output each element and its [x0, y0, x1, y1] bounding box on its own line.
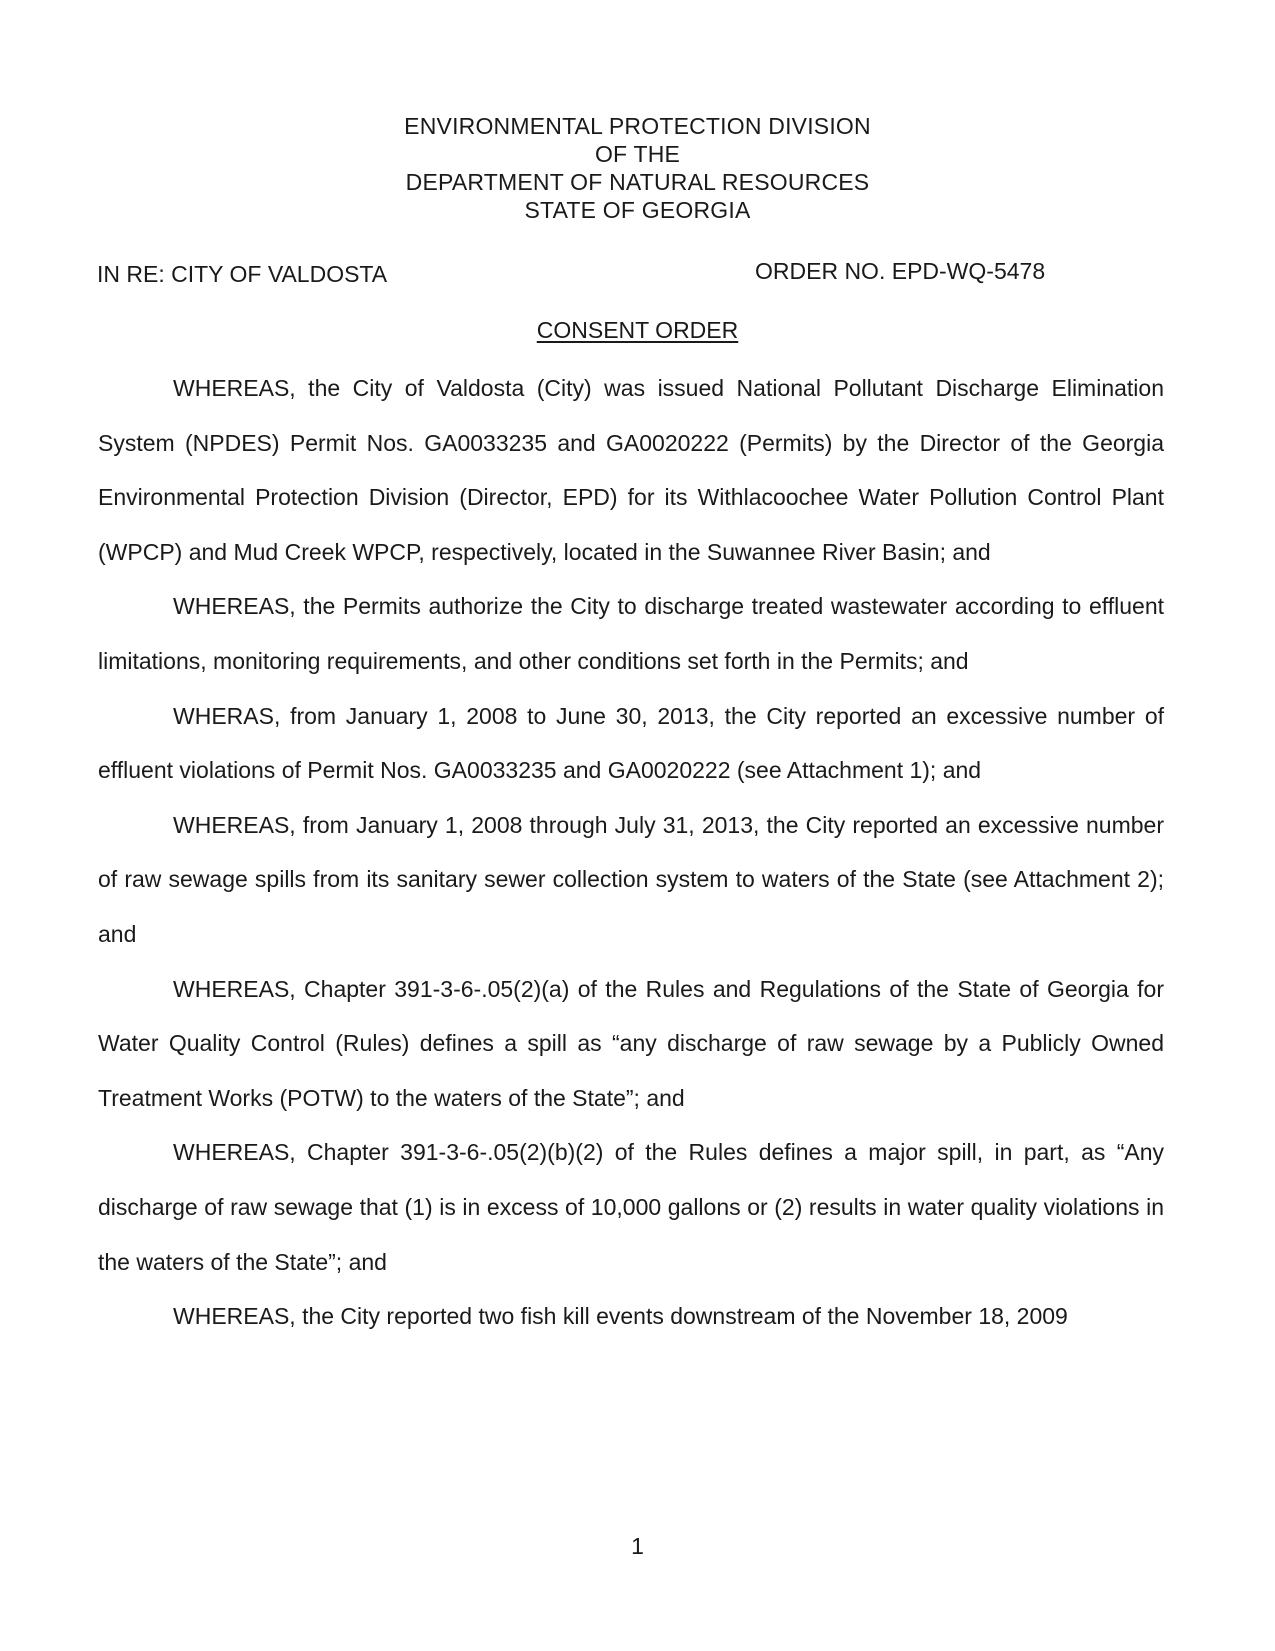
paragraph-fish-kill: WHEREAS, the City reported two fish kill events downstream of the November 18, 2009: [173, 1303, 1068, 1330]
paragraph-spill-definition: WHEREAS, Chapter 391-3-6-.05(2)(a) of the Rules and Regulations of the State of Georgia for Water Quality Control (Rules) defines a spill as “any discharge of raw sewage by a Publicly Owned Treatment Works (POTW) to the waters of the State”; and: [98, 975, 1164, 1111]
paragraph-sewage-spills: WHEREAS, from January 1, 2008 through July 31, 2013, the City reported an excessive number of raw sewage spills from its sanitary sewer collection system to waters of the State (see Attachment 2); and: [98, 811, 1164, 947]
document-body: [98, 361, 1164, 1344]
case-caption-in-re: IN RE: CITY OF VALDOSTA: [97, 261, 388, 287]
document-title-text: CONSENT ORDER: [536, 317, 739, 343]
header-line-state: STATE OF GEORGIA: [524, 197, 751, 223]
order-number: ORDER NO. EPD-WQ-5478: [755, 258, 1046, 284]
agency-header: [0, 112, 1275, 224]
page-number: 1: [631, 1533, 644, 1559]
header-line-agency: ENVIRONMENTAL PROTECTION DIVISION: [404, 113, 871, 139]
paragraph-effluent-violations: WHERAS, from January 1, 2008 to June 30, 2013, the City reported an excessive number of effluent violations of Permit Nos. GA0033235 and GA0020222 (see Attachment 1); and: [98, 702, 1164, 784]
document-title: [0, 316, 1275, 344]
paragraph-major-spill-definition: WHEREAS, Chapter 391-3-6-.05(2)(b)(2) of the Rules defines a major spill, in part, as “Any discharge of raw sewage that (1) is in excess of 10,000 gallons or (2) results in water quality violations in the waters of the State”; and: [98, 1139, 1164, 1275]
header-line-department: DEPARTMENT OF NATURAL RESOURCES: [405, 169, 870, 195]
header-line-of-the: OF THE: [594, 141, 681, 167]
paragraph-permits-issued: WHEREAS, the City of Valdosta (City) was issued National Pollutant Discharge Elimination System (NPDES) Permit Nos. GA0033235 and GA0020222 (Permits) by the Director of the Georgia Environmental Protection Division (Director, EPD) for its Withlacoochee Water Pollution Control Plant (WPCP) and Mud Creek WPCP, respectively, located in the Suwannee River Basin; and: [98, 375, 1164, 565]
paragraph-permits-authorize: WHEREAS, the Permits authorize the City to discharge treated wastewater according to effluent limitations, monitoring requirements, and other conditions set forth in the Permits; and: [98, 593, 1164, 674]
